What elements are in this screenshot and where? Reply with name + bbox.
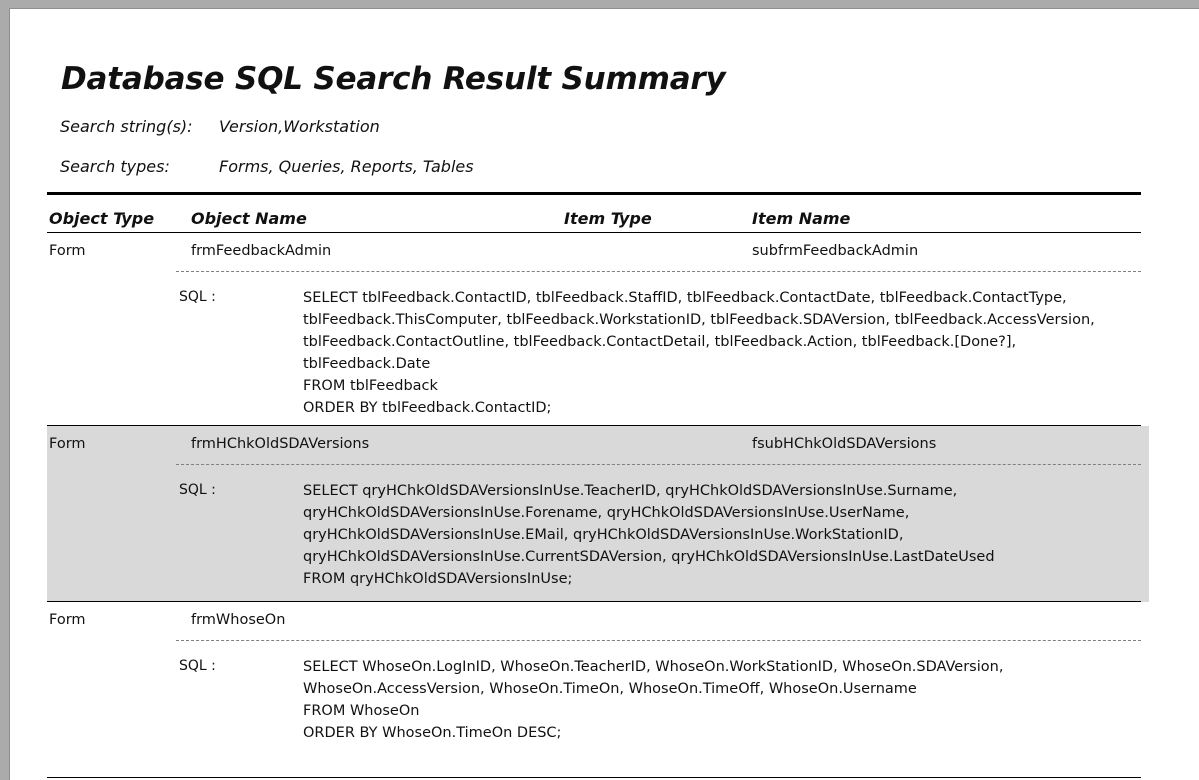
record-bottom-rule [47,777,1141,778]
sql-line: qryHChkOldSDAVersionsInUse.Forename, qryHChkOldSDAVersionsInUse.UserName, [303,505,910,521]
record-divider [176,271,1141,272]
sql-line: SELECT tblFeedback.ContactID, tblFeedback.StaffID, tblFeedback.ContactDate, tblFeedback.ContactType, [303,290,1067,306]
report-record [47,602,1149,778]
sql-line: tblFeedback.ContactOutline, tblFeedback.ContactDetail, tblFeedback.Action, tblFeedback.[Done?], [303,334,1017,350]
search-types-value: Forms, Queries, Reports, Tables [219,157,474,176]
sql-line: tblFeedback.ThisComputer, tblFeedback.WorkstationID, tblFeedback.SDAVersion, tblFeedback.AccessVersion, [303,312,1095,328]
record-object-name: frmFeedbackAdmin [191,243,332,259]
record-object-type: Form [49,243,86,259]
record-item-name: fsubHChkOldSDAVersions [752,436,937,452]
sql-text [303,656,1003,744]
report-page [9,8,1199,780]
report-title: Database SQL Search Result Summary [61,61,726,97]
sql-text [303,287,1095,419]
report-record [47,233,1149,426]
sql-line: FROM qryHChkOldSDAVersionsInUse; [303,571,573,587]
sql-line: qryHChkOldSDAVersionsInUse.EMail, qryHChkOldSDAVersionsInUse.WorkStationID, [303,527,904,543]
sql-line: tblFeedback.Date [303,356,431,372]
column-header-object-name: Object Name [191,209,307,228]
sql-label: SQL : [179,658,216,674]
sql-text [303,480,995,590]
sql-line: FROM tblFeedback [303,378,438,394]
record-object-name: frmHChkOldSDAVersions [191,436,370,452]
sql-line: WhoseOn.AccessVersion, WhoseOn.TimeOn, WhoseOn.TimeOff, WhoseOn.Username [303,681,917,697]
record-object-type: Form [49,612,86,628]
sql-label: SQL : [179,289,216,305]
column-header-object-type: Object Type [49,209,155,228]
search-strings-label: Search string(s): [60,117,193,136]
sql-line: ORDER BY WhoseOn.TimeOn DESC; [303,725,562,741]
record-object-type: Form [49,436,86,452]
sql-line: SELECT qryHChkOldSDAVersionsInUse.TeacherID, qryHChkOldSDAVersionsInUse.Surname, [303,483,958,499]
column-header-item-name: Item Name [752,209,851,228]
sql-label: SQL : [179,482,216,498]
sql-line: qryHChkOldSDAVersionsInUse.CurrentSDAVersion, qryHChkOldSDAVersionsInUse.LastDateUsed [303,549,995,565]
record-divider [176,464,1141,465]
record-divider [176,640,1141,641]
sql-line: ORDER BY tblFeedback.ContactID; [303,400,552,416]
report-record [47,426,1149,602]
sql-line: FROM WhoseOn [303,703,420,719]
record-item-name: subfrmFeedbackAdmin [752,243,919,259]
record-object-name: frmWhoseOn [191,612,286,628]
search-strings-value: Version,Workstation [219,117,380,136]
header-rule [47,192,1141,195]
column-header-item-type: Item Type [564,209,652,228]
search-types-label: Search types: [60,157,170,176]
sql-line: SELECT WhoseOn.LogInID, WhoseOn.TeacherID, WhoseOn.WorkStationID, WhoseOn.SDAVersion, [303,659,1004,675]
